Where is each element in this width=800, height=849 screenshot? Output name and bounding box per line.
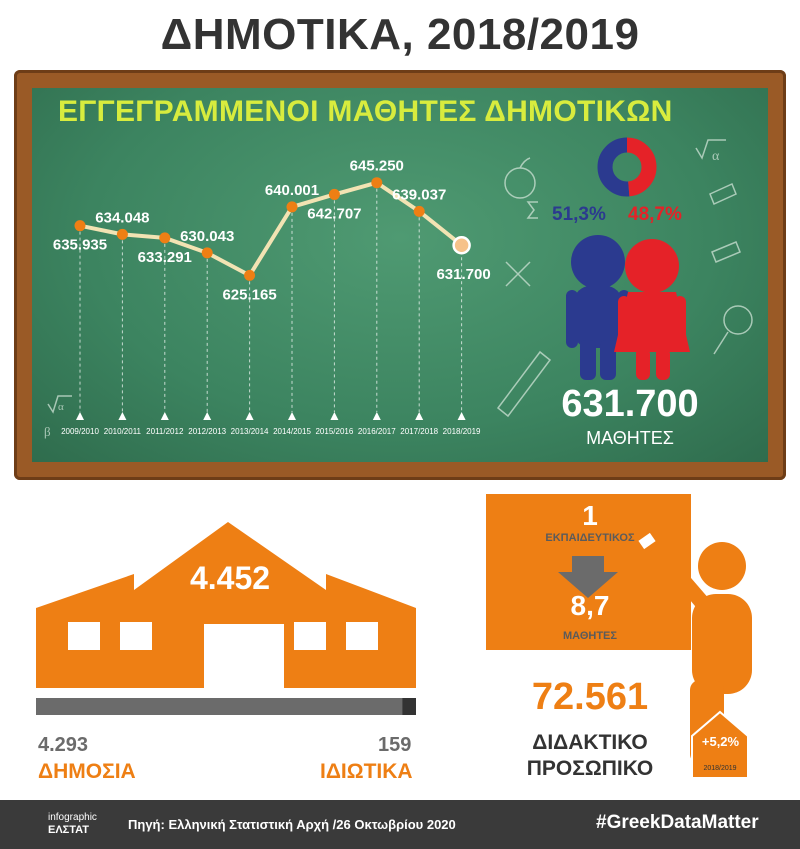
x-tick-marker [330, 412, 338, 420]
data-point-label: 625.165 [222, 286, 277, 304]
donut-slice-girls [627, 145, 649, 189]
data-point-marker [371, 177, 382, 188]
staff-growth-year: 2018/2019 [703, 765, 737, 772]
x-tick-marker [458, 412, 466, 420]
logo-text-line1: infographic [48, 812, 97, 823]
data-point-marker [159, 232, 170, 243]
x-tick-marker [288, 412, 296, 420]
x-tick-marker [246, 412, 254, 420]
teaching-staff-label-line2: ΠΡΟΣΩΠΙΚΟ [526, 757, 654, 780]
donut-slice-boys [605, 145, 629, 189]
data-point-label: 640.001 [264, 181, 320, 199]
x-tick-marker [203, 412, 211, 420]
data-point-label: 645.250 [349, 157, 404, 175]
x-tick-marker [373, 412, 381, 420]
ratio-students-value: 8,7 [570, 590, 610, 621]
logo-text-line2: ΕΛΣΤΑΤ [48, 824, 89, 836]
x-tick-label: 2015/2016 [315, 427, 354, 436]
data-point-label: 635.935 [52, 236, 108, 254]
data-point-label: 634.048 [95, 209, 150, 227]
girl-figure-icon [614, 239, 690, 380]
public-schools-bar [36, 698, 402, 715]
teaching-staff-label-line1: ΔΙΔΑΚΤΙΚΟ [532, 731, 648, 754]
schools-total-value: 4.452 [189, 560, 271, 596]
teaching-staff-value: 72.561 [531, 676, 649, 718]
ratio-teacher-label: ΕΚΠΑΙΔΕΥΤΙΚΟΣ [545, 532, 635, 544]
source-note: Πηγή: Ελληνική Στατιστική Αρχή /26 Οκτωβρίου 2020 [128, 817, 456, 832]
svg-text:β: β [44, 424, 51, 439]
svg-text:α: α [712, 149, 720, 164]
svg-text:α: α [58, 401, 64, 413]
data-point-marker [75, 220, 86, 231]
data-point-label: 631.700 [436, 266, 491, 284]
data-point-label: 630.043 [180, 227, 235, 245]
x-tick-label: 2017/2018 [400, 427, 439, 436]
chart-x-ticks [61, 412, 481, 436]
x-tick-label: 2014/2015 [273, 427, 311, 436]
public-schools-value: 4.293 [38, 734, 89, 756]
data-point-marker [117, 229, 128, 240]
x-tick-label: 2018/2019 [442, 427, 481, 436]
ratio-students-label: ΜΑΘΗΤΕΣ [563, 630, 617, 642]
chart-title: ΕΓΓΕΓΡΑΜΜΕΝΟΙ ΜΑΘΗΤΕΣ ΔΗΜΟΤΙΚΩΝ [58, 95, 673, 128]
gender-donut-chart [605, 145, 649, 189]
data-point-marker [329, 189, 340, 200]
data-point-label: 642.707 [307, 205, 362, 223]
hashtag: #GreekDataMatter [596, 812, 759, 833]
page-title: ΔΗΜΟΤΙΚΑ, 2018/2019 [160, 10, 640, 59]
private-schools-label: ΙΔΙΩΤΙΚΑ [320, 760, 413, 783]
x-tick-label: 2012/2013 [188, 427, 227, 436]
school-building-icon [36, 522, 416, 688]
data-point-marker [202, 247, 213, 258]
data-point-marker [454, 237, 470, 253]
data-point-label: 633.291 [137, 248, 192, 266]
data-point-label: 639.037 [392, 186, 447, 204]
data-point-marker [414, 206, 425, 217]
x-tick-marker [415, 412, 423, 420]
private-schools-value: 159 [378, 734, 412, 756]
staff-growth-value: +5,2% [701, 734, 740, 749]
ratio-teacher-value: 1 [582, 500, 598, 531]
girls-percentage: 48,7% [628, 204, 682, 225]
x-tick-label: 2010/2011 [103, 427, 142, 436]
data-point-marker [244, 270, 255, 281]
total-students-label: ΜΑΘΗΤΕΣ [586, 428, 674, 448]
private-schools-bar [402, 698, 416, 715]
x-tick-marker [118, 412, 126, 420]
x-tick-label: 2011/2012 [146, 427, 184, 436]
public-schools-label: ΔΗΜΟΣΙΑ [38, 760, 136, 783]
total-students-value: 631.700 [561, 383, 699, 425]
x-tick-marker [76, 412, 84, 420]
boys-percentage: 51,3% [552, 204, 606, 225]
x-tick-label: 2013/2014 [230, 427, 269, 436]
x-tick-label: 2009/2010 [61, 427, 99, 436]
x-tick-label: 2016/2017 [357, 427, 396, 436]
data-point-marker [287, 201, 298, 212]
x-tick-marker [161, 412, 169, 420]
